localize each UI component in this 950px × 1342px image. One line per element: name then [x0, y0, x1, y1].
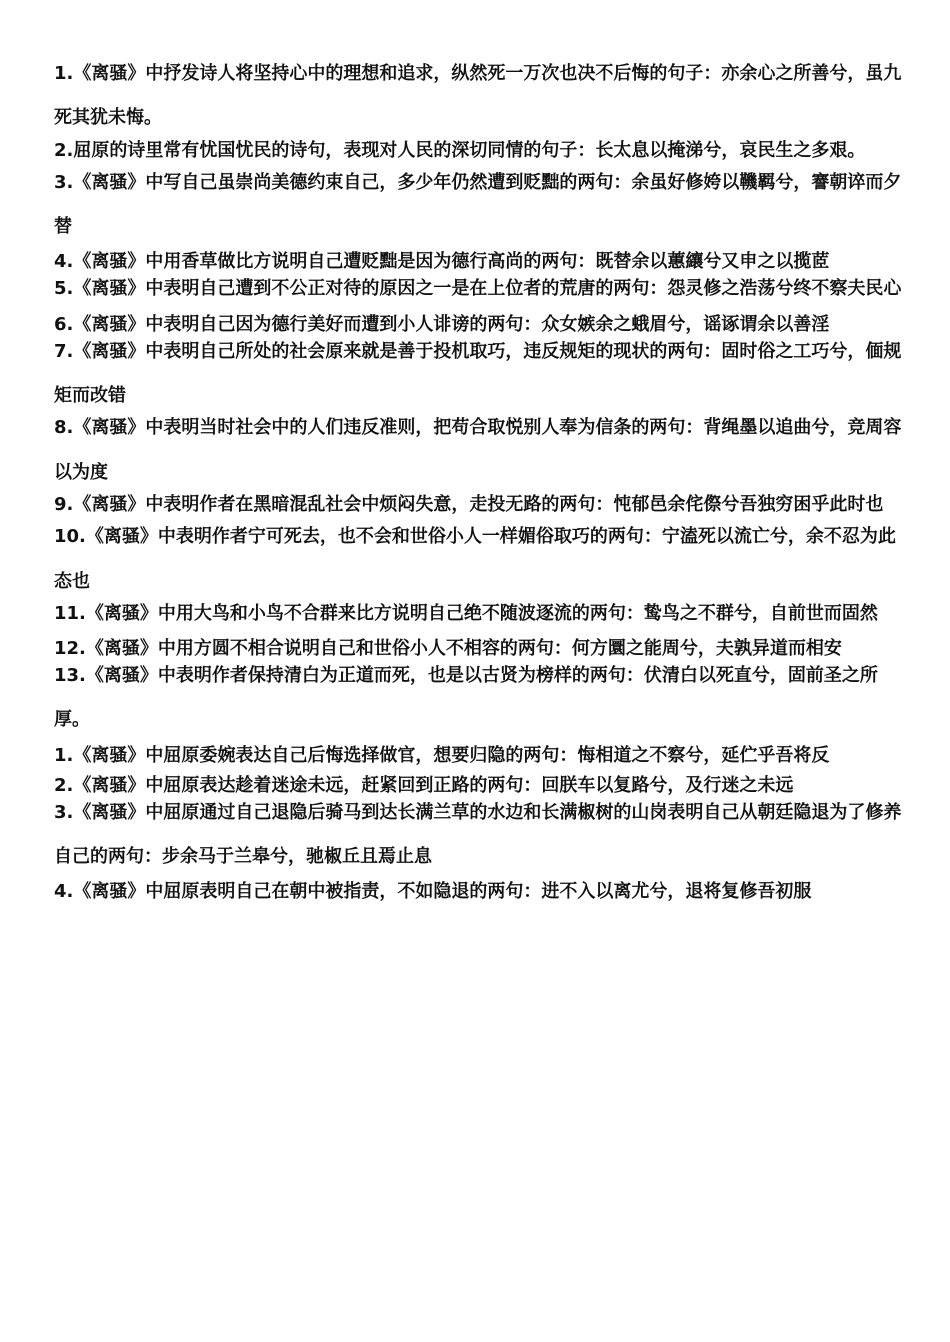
list-item: 10.《离骚》中表明作者宁可死去，也不会和世俗小人一样媚俗取巧的两句：宁溘死以流亡兮，余不忍为此态也: [54, 526, 896, 592]
list-item: 1.《离骚》中屈原委婉表达自己后悔选择做官，想要归隐的两句：悔相道之不察兮，延伫乎吾将反: [54, 744, 830, 766]
list-item: 3.《离骚》中写自己虽崇尚美德约束自己，多少年仍然遭到贬黜的两句：余虽好修姱以鞿羁兮，謇朝谇而夕替: [54, 171, 902, 238]
list-item: 13.《离骚》中表明作者保持清白为正道而死，也是以古贤为榜样的两句：伏清白以死直兮，固前圣之所厚。: [54, 665, 878, 731]
list-item: 5.《离骚》中表明自己遭到不公正对待的原因之一是在上位者的荒唐的两句：怨灵修之浩荡兮终不察夫民心: [54, 278, 902, 300]
list-item: 4.《离骚》中用香草做比方说明自己遭贬黜是因为德行高尚的两句：既替余以蕙纕兮又申之以揽茝: [54, 251, 830, 273]
list-item: 12.《离骚》中用方圆不相合说明自己和世俗小人不相容的两句：何方圜之能周兮，夫孰异道而相安: [54, 638, 842, 660]
list-item: 4.《离骚》中屈原表明自己在朝中被指责，不如隐退的两句：进不入以离尤兮，退将复修吾初服: [54, 881, 812, 903]
list-item: 1.《离骚》中抒发诗人将坚持心中的理想和追求，纵然死一万次也决不后悔的句子：亦余心之所善兮，虽九死其犹未悔。: [54, 63, 902, 129]
list-item: 7.《离骚》中表明自己所处的社会原来就是善于投机取巧，违反规矩的现状的两句：固时俗之工巧兮，偭规矩而改错: [54, 340, 902, 407]
list-item: 2.屈原的诗里常有忧国忧民的诗句，表现对人民的深切同情的句子：长太息以掩涕兮，哀民生之多艰。: [54, 139, 866, 161]
list-item: 9.《离骚》中表明作者在黑暗混乱社会中烦闷失意，走投无路的两句：忳郁邑余侘傺兮吾独穷困乎此时也: [54, 493, 884, 515]
list-item: 8.《离骚》中表明当时社会中的人们违反准则，把苟合取悦别人奉为信条的两句：背绳墨以追曲兮，竞周容以为度: [54, 417, 902, 483]
list-item: 2.《离骚》中屈原表达趁着迷途未远，赶紧回到正路的两句：回朕车以复路兮，及行迷之未远: [54, 774, 794, 796]
document-page: [54, 52, 904, 909]
list-item: 6.《离骚》中表明自己因为德行美好而遭到小人诽谤的两句：众女嫉余之蛾眉兮，谣诼谓余以善淫: [54, 313, 830, 335]
list-item: 3.《离骚》中屈原通过自己退隐后骑马到达长满兰草的水边和长满椒树的山岗表明自己从朝廷隐退为了修养自己的两句：步余马于兰皋兮，驰椒丘且焉止息: [54, 801, 902, 868]
list-item: 11.《离骚》中用大鸟和小鸟不合群来比方说明自己绝不随波逐流的两句：鸷鸟之不群兮，自前世而固然: [54, 602, 878, 624]
